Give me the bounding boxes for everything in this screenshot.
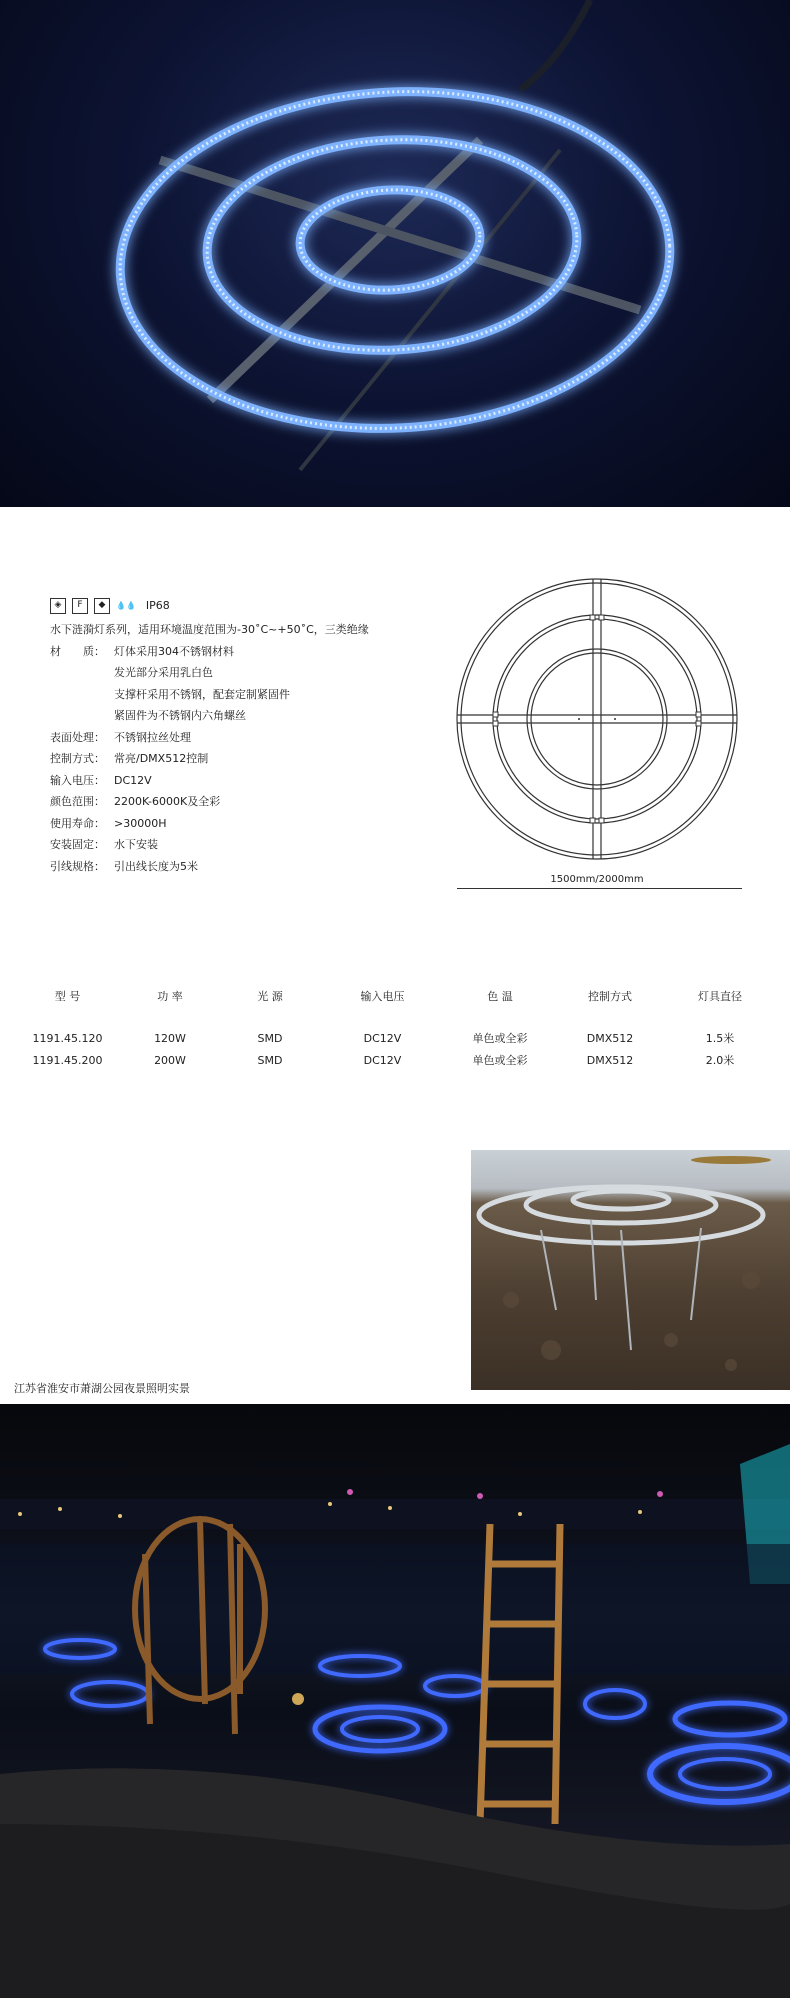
spec-value: DC12V [114,773,152,787]
spec-block [50,595,450,877]
cell-color: 单色或全彩 [472,1054,528,1067]
spec-row [50,748,450,770]
spec-label: 材 质： [50,644,105,658]
cell-diameter: 2.0米 [705,1054,735,1067]
spec-row [50,727,450,749]
spec-row [50,791,450,813]
spec-label: 安装固定： [50,838,105,851]
ip-rating: IP68 [145,599,170,613]
spec-material-line: 发光部分采用乳白色 [114,666,213,679]
spec-value: 灯体采用304不锈钢材料 [114,644,234,658]
table-header-row [20,985,770,1007]
hero-product-photo [0,0,790,507]
spec-value: >30000H [114,816,167,830]
product-table [20,985,770,1071]
header-power: 功 率 [157,990,183,1003]
cell-voltage: DC12V [363,1053,402,1067]
ring-light-image [0,0,790,507]
cell-source: SMD [257,1053,283,1067]
header-diameter: 灯具直径 [698,990,742,1003]
dust-proof-icon: ◆ [94,598,110,614]
cell-power: 120W [154,1031,186,1045]
table-row [20,1049,770,1071]
certification-row [50,595,450,617]
cell-diameter: 1.5米 [705,1032,735,1045]
night-scene-photo [0,1404,790,1998]
spec-value: 不锈钢拉丝处理 [114,730,191,744]
table-row [20,1027,770,1049]
spec-value: 常亮/DMX512控制 [114,752,209,765]
spec-row [50,813,450,835]
ccc-certification-icon: ◈ [50,598,66,614]
intro-text: 水下涟漪灯系列，适用环境温度范围为-30˚C~+50˚C，三类绝缘 [50,623,369,636]
header-color: 色 温 [487,990,513,1003]
dimension-label: 1500mm/2000mm [550,874,644,885]
night-image [0,1404,790,1998]
cell-power: 200W [154,1053,186,1067]
spec-value: 水下安装 [114,838,158,851]
header-control: 控制方式 [588,990,632,1003]
spec-label: 输入电压： [50,773,105,787]
site-image [471,1150,790,1390]
spec-label: 控制方式： [50,752,105,765]
header-model: 型 号 [54,990,81,1003]
spec-row [50,856,450,878]
spec-label: 表面处理： [50,730,105,744]
spec-label: 颜色范围： [50,795,105,808]
spec-row [50,834,450,856]
water-drop-icon: 💧💧 [116,601,136,611]
header-source: 光 源 [257,990,283,1003]
site-caption: 江苏省淮安市萧湖公园夜景照明实景 [14,1382,190,1395]
cell-voltage: DC12V [363,1031,402,1045]
cell-color: 单色或全彩 [472,1032,528,1045]
cell-model: 1191.45.200 [32,1053,103,1067]
spec-row [50,770,450,792]
cell-control: DMX512 [586,1031,634,1045]
spec-material-line: 紧固件为不锈钢内六角螺丝 [114,709,246,722]
technical-drawing [452,572,752,902]
dimension-line [457,888,742,889]
f-mark-icon: F [72,598,88,614]
header-voltage: 输入电压 [360,990,405,1003]
spec-material-line: 支撑杆采用不锈钢，配套定制紧固件 [114,687,290,701]
spec-value: 2200K-6000K及全彩 [114,795,221,808]
cell-source: SMD [257,1031,283,1045]
spec-label: 使用寿命： [50,816,105,830]
cell-control: DMX512 [586,1053,634,1067]
spec-label: 引线规格： [50,859,105,873]
cell-model: 1191.45.120 [32,1031,103,1045]
spec-row-material [50,641,450,663]
ring-drawing [452,572,752,872]
installation-site-photo [471,1150,790,1390]
spec-value: 引出线长度为5米 [114,859,198,873]
